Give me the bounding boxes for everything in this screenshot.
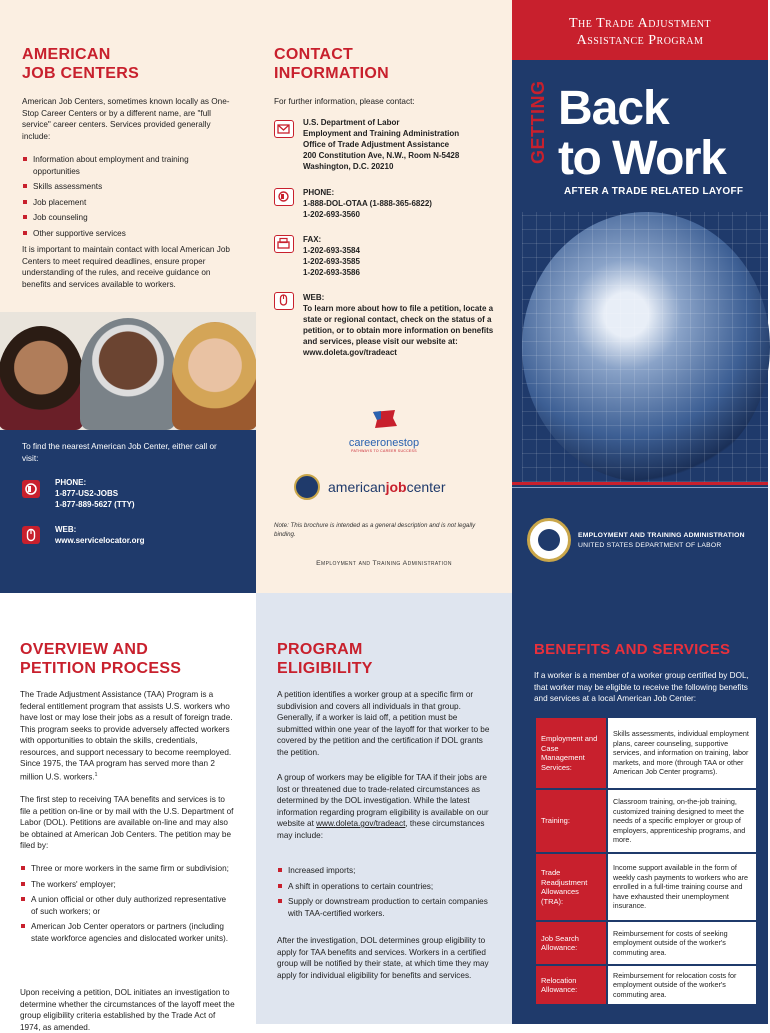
department-name: UNITED STATES DEPARTMENT OF LABOR — [578, 542, 722, 549]
program-title-line2: Assistance Program — [576, 33, 704, 48]
phone-icon — [22, 480, 40, 498]
footer-agency: Employment and Training Administration — [316, 560, 452, 567]
table-row — [535, 717, 757, 789]
table-row — [535, 921, 757, 965]
dol-seal-icon — [527, 518, 571, 562]
benefit-description: Income support available in the form of weekly cash payments to workers who are enrolled in a full-time training course and have exhausted their unemployment insurance. — [607, 853, 757, 921]
american-job-centers-heading: AMERICAN JOB CENTERS — [22, 46, 140, 82]
table-row — [535, 789, 757, 853]
tty-number: 1-877-889-5627 (TTY) — [55, 500, 135, 509]
mail-line: Employment and Training Administration — [303, 129, 460, 138]
careeronestop-logo — [256, 408, 512, 453]
person-man-center — [80, 318, 176, 430]
list-item: Job counseling — [22, 212, 232, 224]
benefit-label: Trade Readjustment Allowances (TRA): — [535, 853, 607, 921]
globe-image — [522, 212, 770, 482]
program-eligibility-heading: PROGRAM ELIGIBILITY — [277, 641, 373, 677]
person-woman-left — [0, 326, 84, 430]
panel-contact-information — [256, 0, 512, 593]
find-text: To find the nearest American Job Center, either call or visit: — [22, 442, 217, 463]
mouse-icon — [22, 526, 40, 544]
mail-line: U.S. Department of Labor — [303, 118, 400, 127]
ajc-services-list — [22, 154, 232, 243]
phone-label: PHONE: — [55, 478, 87, 487]
fax-line: 1-202-693-3585 — [303, 257, 360, 266]
eligibility-para2 — [277, 772, 491, 841]
title-to-work: to Work — [558, 132, 726, 185]
fax-line: 1-202-693-3584 — [303, 246, 360, 255]
getting-label: GETTING — [528, 80, 548, 164]
mail-icon — [274, 120, 294, 138]
overview-para2: The first step to receiving TAA benefits and services is to file a petition on-line or by mail with the U.S. Department of Labor (DOL). Petitions are available on-line and may also be obtained at American Job Centers. The petition may be filed by: — [20, 795, 234, 850]
petition-filers-list — [20, 863, 234, 948]
table-row — [535, 853, 757, 921]
phone-icon — [274, 188, 294, 206]
web-label: WEB: — [303, 293, 325, 302]
title-back: Back — [558, 82, 669, 135]
eligibility-para2-start: A group of workers may be eligible for TAA if their jobs are lost or threatened due to trade-related circumstances as determined by the DOL investigation. While the latest information regarding program eligibility is available on our website at — [277, 773, 489, 828]
americanjobcenter-logo — [294, 474, 494, 502]
find-job-center-box — [0, 430, 256, 593]
list-item: A union official or other duly authorized representative of such workers; or — [20, 894, 234, 917]
doleta-link[interactable]: www.doleta.gov/tradeact — [316, 819, 406, 828]
panel-cover — [512, 0, 768, 593]
benefits-heading: BENEFITS AND SERVICES — [534, 641, 731, 658]
overview-heading: OVERVIEW AND PETITION PROCESS — [20, 641, 182, 677]
flag-icon — [367, 408, 401, 434]
stripe-red — [512, 482, 768, 485]
contact-intro: For further information, please contact: — [274, 97, 415, 106]
list-item: Increased imports; — [277, 865, 491, 877]
ajc-word-job: job — [385, 479, 407, 495]
program-banner — [512, 0, 768, 60]
dol-seal-icon — [294, 474, 320, 500]
careeronestop-wordmark: careeronestop — [348, 437, 420, 449]
ajc-intro: American Job Centers, sometimes known locally as One-Stop Career Centers or by a different name, are "full service" career centers. Services provided generally include: — [22, 97, 230, 141]
eligibility-para1: A petition identifies a worker group at a specific firm or subdivision and covers all individuals in that group. Generally, if a worker is laid off, a petition must be submitted within one year of the layoff for that worker to be covered by the petition and the certification if DOL grants the petition. — [277, 690, 490, 757]
list-item: A shift in operations to certain countries; — [277, 881, 491, 893]
benefit-label: Employment and Case Management Services: — [535, 717, 607, 789]
cover-subtitle: AFTER A TRADE RELATED LAYOFF — [564, 186, 744, 197]
fax-label: FAX: — [303, 235, 322, 244]
people-photo — [0, 312, 256, 430]
benefit-description: Reimbursement for relocation costs for employment outside of the worker's commuting area. — [607, 965, 757, 1005]
overview-para1-text: The Trade Adjustment Assistance (TAA) Program is a federal entitlement program that assists U.S. workers who have lost or may lose their jobs as a result of foreign trade. This program seeks to provide adversely affected workers with opportunities to obtain the skills, credentials, resources, and support necessary to become reemployed. Since 1975, the TAA program has served more than 2 million U.S. workers. — [20, 690, 233, 782]
benefit-description: Classroom training, on-the-job training, customized training designed to meet the needs of a specific employer or group of employers, apprenticeship programs, and more. — [607, 789, 757, 853]
ajc-closing: It is important to maintain contact with local American Job Centers to meet required deadlines, ensure proper understanding of the rules, and receive guidance on benefits and services available to workers. — [22, 245, 230, 289]
benefit-description: Reimbursement for costs of seeking employment outside of the worker's commuting area. — [607, 921, 757, 965]
table-row — [535, 965, 757, 1005]
overview-para1 — [20, 689, 234, 783]
benefits-table — [534, 716, 758, 1006]
phone-label: PHONE: — [303, 188, 335, 197]
overview-para3: Upon receiving a petition, DOL initiates an investigation to determine whether the circumstances of the layoff meet the group eligibility criteria established by the Trade Act of 1974, as amended. — [20, 988, 235, 1032]
person-woman-right — [172, 322, 258, 430]
mail-line: 200 Constitution Ave, N.W., Room N-5428 — [303, 151, 460, 160]
servicelocator-link[interactable]: www.servicelocator.org — [55, 536, 145, 545]
eligibility-para3: After the investigation, DOL determines group eligibility to apply for TAA benefits and services. Workers in a certified group will be notified by their state, at which time they may apply for individual eligibility for benefits and services. — [277, 936, 489, 980]
mail-line: Washington, D.C. 20210 — [303, 162, 394, 171]
careeronestop-tagline: PATHWAYS TO CAREER SUCCESS — [351, 449, 417, 453]
footnote-marker: 1 — [94, 771, 98, 778]
mail-line: Office of Trade Adjustment Assistance — [303, 140, 450, 149]
list-item: Job placement — [22, 197, 232, 209]
circumstances-list — [277, 865, 491, 923]
mouse-icon — [274, 292, 294, 310]
ajc-word-center: center — [406, 479, 446, 495]
panel-program-eligibility — [256, 593, 512, 1024]
web-label: WEB: — [55, 525, 77, 534]
program-title-line1: The Trade Adjustment — [568, 16, 712, 31]
phone-line: 1-202-693-3560 — [303, 210, 360, 219]
web-text[interactable]: To learn more about how to file a petition, locate a state or regional contact, check on the status of a petition, or to obtain more information on benefits and services, please visit our website at: www.doleta.gov/tradeact — [303, 304, 494, 357]
disclaimer-note: Note: This brochure is intended as a general description and is not legally binding. — [274, 522, 476, 538]
phone-line: 1-888-DOL-OTAA (1-888-365-6822) — [303, 199, 432, 208]
eligibility-para2-end: , these circumstances may include: — [277, 819, 485, 840]
panel-overview — [0, 593, 256, 1032]
list-item: Supply or downstream production to certain companies with TAA-certified workers. — [277, 896, 491, 919]
benefit-label: Job Search Allowance: — [535, 921, 607, 965]
list-item: Three or more workers in the same firm or subdivision; — [20, 863, 234, 875]
fax-line: 1-202-693-3586 — [303, 268, 360, 277]
list-item: Other supportive services — [22, 228, 232, 240]
list-item: Skills assessments — [22, 181, 232, 193]
list-item: Information about employment and training opportunities — [22, 154, 232, 177]
panel-benefits-services — [512, 593, 768, 1024]
panel-american-job-centers — [0, 0, 256, 593]
list-item: American Job Center operators or partners (including state workforce agencies and dislocated worker units). — [20, 921, 234, 944]
agency-name: EMPLOYMENT AND TRAINING ADMINISTRATION — [578, 532, 745, 539]
fax-icon — [274, 235, 294, 253]
benefit-label: Training: — [535, 789, 607, 853]
stripe-light — [512, 487, 768, 488]
benefit-description: Skills assessments, individual employment plans, career counseling, supportive services, and information on training, labor markets, and more (through TAA or other American Job Center programs). — [607, 717, 757, 789]
list-item: The workers' employer; — [20, 879, 234, 891]
benefit-label: Relocation Allowance: — [535, 965, 607, 1005]
phone-number: 1-877-US2-JOBS — [55, 489, 119, 498]
contact-information-heading: CONTACT INFORMATION — [274, 46, 389, 82]
ajc-word-american: american — [328, 479, 386, 495]
benefits-intro: If a worker is a member of a worker group certified by DOL, that worker may be eligible to receive the following benefits and services at a local American Job Center: — [534, 671, 749, 703]
